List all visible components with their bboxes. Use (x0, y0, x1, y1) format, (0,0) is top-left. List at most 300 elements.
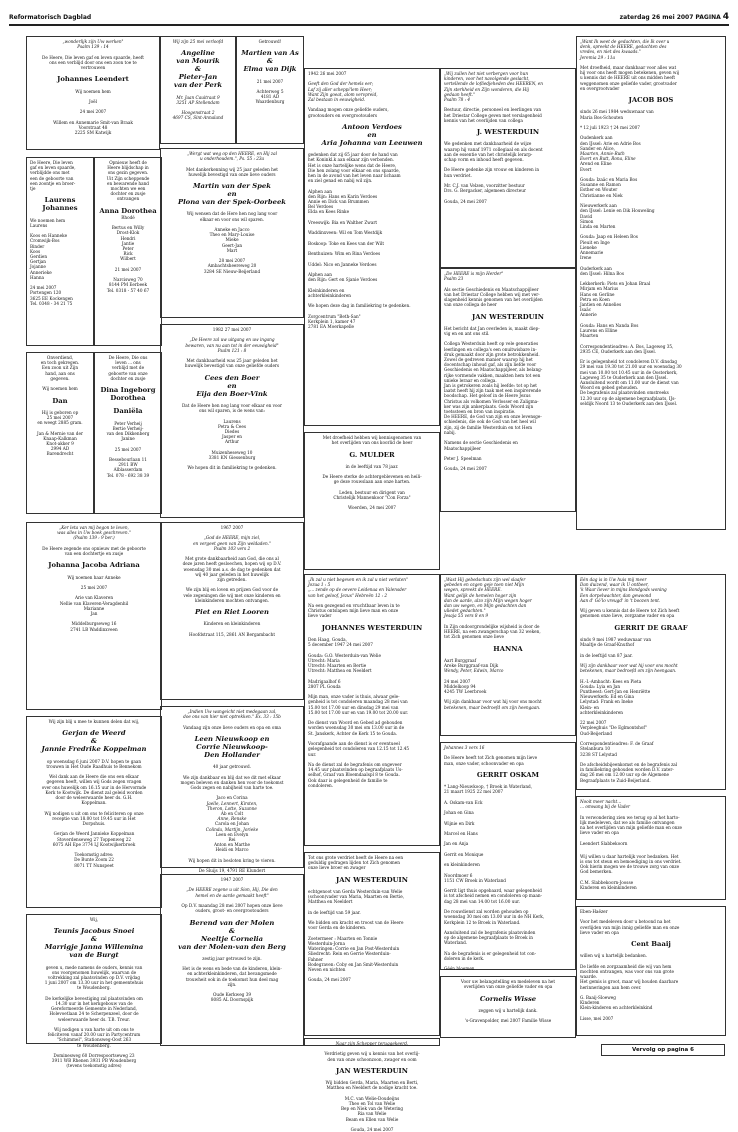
notice-line: Met droefheid, maar dankbaar voor alles wat (580, 65, 677, 71)
notice-line: woensdag 30 mei om 13.00 uur in de NH Kerk, (444, 914, 545, 920)
notice-line: Annie en Dick van Brummen (308, 199, 369, 205)
notice-johanna (26, 522, 162, 710)
notice-line: aan de essentie van het christelijk lerarp- (444, 151, 533, 157)
notice-line: Gouda: Jaap en Heleen Bos (580, 234, 638, 240)
notice-line: Maarten (580, 333, 599, 339)
notice-line: Gereformeerde Gemeente in Nederland, (51, 1006, 137, 1012)
notice-line: Utrecht: Maria (308, 657, 340, 663)
notice-line: Er is gelegenheid tot condoleren D.V. dinsdag (580, 359, 678, 365)
notice-line: Evert (580, 166, 592, 172)
notice-line: docentschap inhoud gaf, als zijn liefde voor (444, 362, 537, 368)
notice-line: 2935 CE, Ouderkerk aan den IJssel. (580, 348, 657, 354)
notice-line: 21 mei 2007 (256, 78, 284, 84)
notice-line: gegeven. (50, 375, 70, 381)
notice-line: De Sluijs 19, 4791 RE Klundert (198, 868, 266, 874)
notice-line: Kleinkinderen en (308, 287, 345, 293)
notice-line: 3238 ST Lelystad (580, 751, 617, 757)
notice-line: weleerwaarde heer ds. T.B. Treur. (58, 1016, 130, 1022)
notice-line: St. Janskerk, Achter de Kerk 15 te Gouda. (308, 730, 398, 736)
notice-line: Arend en Eline (580, 161, 612, 167)
notice-line: 25 mei 2007 (46, 415, 74, 421)
notice-line: geboorte van onze (108, 370, 148, 376)
notice-anna (94, 157, 162, 346)
notice-line: Johanna Jacoba Adriana (48, 561, 140, 570)
notice-line: Na de begrafenis is er gelegenheid tot con- (444, 950, 537, 956)
notice-line: en (227, 190, 237, 199)
notice-line: mochten ontvangen, was voor ons van grote (580, 969, 674, 975)
notice-line: Gouda: Izaäc en Maria Bos (580, 177, 638, 183)
notice-line: Geschiedenis en Maatschappijleer, als belang- (444, 367, 543, 373)
notice-line: Marcel en Hans (444, 831, 478, 837)
notice-line: GERRIT OSKAM (476, 771, 540, 780)
notice-wd4 (304, 852, 440, 1036)
notice-line: bewaren, van nu aan tot in der eeuwigheid" (185, 342, 279, 348)
notice-line: Na de dienst zal de begrafenis om ongeveer (308, 761, 402, 767)
notice-line: Koos (30, 248, 41, 254)
notice-line: den IJssel: Lenie en Dik Houweling (580, 208, 655, 214)
notice-line: sinds 9 mei 1987 weduwnaar van (580, 637, 652, 643)
notice-line: verblijdde ons met (30, 170, 70, 176)
notice-line: Jan (90, 611, 98, 617)
notice-line: Madrigaalhof 6 (308, 678, 341, 684)
notice-line: 'k Waar liever in mijns Bondgods woning (580, 587, 667, 593)
notice-line: Mirjam en Marius (580, 286, 619, 292)
notice-line: den van onze schoonzoon, zwager en oom (327, 1056, 417, 1062)
notice-spek (160, 148, 304, 318)
notice-line: Klein-kinderen en achterkleinkind (580, 1005, 653, 1011)
notice-line: Christus ontslapen mijn lieve man en onze (308, 608, 399, 614)
notice-line: Cees den Boer (204, 373, 260, 382)
notice-line: ons een verblijd door ons een zoon toe te (49, 59, 137, 65)
notice-line: Knot-akker 9 (46, 441, 74, 447)
notice-baan (576, 906, 726, 1036)
notice-line: Bestuur, directie, personeel en leerlingen van (444, 107, 542, 113)
notice-line: Wij bidden Gerda, Maria, Maarten en Berti, (325, 1080, 419, 1086)
notice-line: echtgenoot van Gerda Westerduin-van Welie (308, 889, 403, 895)
notice-line: Gertjan (30, 259, 46, 265)
notice-line: Cromwijk-Bos (30, 238, 60, 244)
notice-line: Nooit meer nacht... (580, 799, 622, 804)
notice-line: op de algemene begraafplaats te Broek in (444, 935, 534, 941)
notice-line: trouwen in Het Oude Raadhuis te Bennekom (46, 763, 142, 769)
notice-line: Aart Burggraaf (444, 657, 477, 663)
notice-line: Wij zijn 25 mei verloofd (172, 39, 224, 44)
notice-slabbekoorn (576, 796, 726, 900)
notice-line: 25 mei 2007 (114, 446, 142, 452)
notice-line: Wij willen u daar hartelijk voor bedanken. Het (580, 853, 679, 859)
notice-line: Stoverdenseweg 27 Toppenweg 22 (56, 836, 132, 842)
notice-line: Rhodé (121, 214, 135, 220)
notice-line: Wij hopen dit in besloten kring te vieren. (188, 857, 276, 863)
notice-line: Martin van der Spek (193, 182, 271, 191)
notice-line: hand, aan ons (45, 370, 75, 376)
notice-line: Neven en nichten (308, 967, 346, 973)
notice-line: Lageweg 35 te Ouderkerk aan den IJssel. (580, 374, 668, 380)
notice-line: en vergeet geen van Zijn weldaden." (193, 540, 271, 546)
notice-line: Nellie van Klaveren-Veragdenhil (59, 600, 129, 606)
notice-line: Laurens (223, 418, 241, 424)
notice-line: Tel. 0318 - 57 40 67 (106, 287, 150, 293)
notice-line: Achterweg 5 (256, 89, 284, 95)
notice-line: Wateringen: Corrie en Jan Post-Westerduin (308, 946, 400, 952)
notice-line: sinds 26 mei 1984 weduwnaar van (580, 109, 654, 115)
notice-line: den Rijn: Gert en Sjanie Verdoes (308, 277, 378, 283)
notice-line: Angeline (181, 49, 215, 58)
notice-line: Annerieke (30, 269, 52, 275)
notice-line: Het is de wens en bede van de kinderen, klein- (182, 966, 282, 972)
notice-line: Op D.V. maandag 28 mei 2007 hopen onze lieve (181, 903, 283, 909)
notice-line: Portengen 120 (30, 290, 62, 296)
notice-line: Ook hierin mogen we de trouwe zorg van onze (580, 864, 680, 870)
notice-line: Johannes Leendert (57, 75, 129, 84)
notice-line: Na een gezegend en vruchtbaar leven in te (308, 603, 400, 609)
notice-line: Gouda: Lyia en Jan (580, 683, 621, 689)
notice-nieuwkoop (160, 706, 304, 874)
notice-line: Wij, (89, 917, 99, 922)
notice-line: Jeremia 29 : 11a (580, 54, 616, 60)
notice-line: J. WESTERDUIN (476, 128, 540, 137)
notice-line: 3911 WB Rhenen 3931 PB Woudenberg (51, 1058, 137, 1064)
notice-line: We bidden om kracht en troost van de Heere (308, 920, 404, 926)
notice-line: in de leeftijd van 59 jaar. (308, 909, 361, 915)
notice-line: doleren in de kerk. (444, 955, 485, 961)
notice-line: Met dankerkenning wij 25 jaar geleden het (186, 166, 278, 172)
notice-line: Willem en Annemarie Smit-van Braak (53, 119, 133, 125)
notice-line: gedaan heeft." (444, 91, 476, 97)
notice-line: „Ik zal u niet begeven en ik zal u niet verlaten" (308, 577, 408, 582)
notice-line: Pieuit en Inge (580, 239, 610, 245)
notice-line: den IJssel: Arie en Adrie Bos (580, 140, 641, 146)
notice-line: A. Oskam-van Eck (444, 799, 483, 805)
notice-line: JAN WESTERDUIN (472, 312, 544, 321)
notice-line: Carola en Johan (215, 821, 249, 827)
notice-line: lieve vader en opa (580, 830, 619, 836)
notice-line (580, 846, 722, 854)
notice-line: Géén bloemen (444, 966, 475, 972)
notice-line: Wijnie en Dirk (444, 820, 475, 826)
notice-line: hun verdriet. (444, 172, 472, 178)
notice-line: „wonderlijk zijn Uw werken" (62, 39, 124, 44)
notice-line: een zoontje en broer- (30, 180, 76, 186)
notice-line: Psalm 121 : 8 (217, 347, 247, 353)
notice-line: mogen beleven en danken hen voor de toekomst (180, 779, 284, 785)
notice-line: Jasper en (222, 434, 242, 440)
notice-line: Hoofdstraat 115, 2861 AN Bergambacht (188, 631, 276, 637)
notice-wd1 (440, 68, 576, 268)
notice-line: Jaelle, Lennert, Kirsten, (206, 800, 258, 806)
notice-line: M.C. van Welie-Doudeijns (344, 1095, 400, 1101)
notice-line: Voor uw belangstelling en medeleven na het (460, 979, 556, 984)
notice-line: 24 mei 2007 (30, 285, 57, 291)
notice-line: Linda en Marten (580, 223, 616, 229)
notice-line: Met dankbaarheid was 25 jaar geleden het (186, 358, 278, 364)
notice-line: Johannes 3 vers 16 (444, 745, 485, 750)
notice-line: leerlingen en collega's een onuitwisbare in- (444, 346, 537, 352)
notice-line: Voorafgaande aan de dienst is er eventueel (308, 741, 400, 747)
notice-line: 14.45 uur plaatsvinden op begraafplaats Us- (308, 767, 403, 773)
notice-line: De HEERE, de God van zijn en onze levensge- (444, 414, 542, 420)
notice-wd3 (304, 574, 440, 846)
notice-line: Muizenheseweg 10 (211, 449, 253, 455)
notice-dan (26, 352, 94, 514)
notice-line: Ab en Colt (220, 811, 244, 817)
notice-line: „Wast Hij gebedschuts zijn wel slaafer (444, 577, 526, 582)
notice-line: zestig jaar getrouwd te zijn. (202, 955, 262, 961)
notice-line: G. Baaij-Sloeweg (580, 995, 616, 1001)
notice-line: Laf zij aller scheppi'lem Heer; (308, 86, 372, 92)
notice-line: Waddinxveen: Wil en Tom Westdijk (308, 230, 383, 236)
notice-line: Oude Kerkweg 39 (212, 992, 252, 998)
notice-line: Den Hollander (204, 751, 260, 760)
notice-line: Maatschappijleer (444, 445, 481, 451)
notice-line: Jojanne (30, 264, 46, 270)
notice-line: Psalm 78 : 4 (444, 97, 471, 103)
notice-line: over ons huwelijk om 16.15 uur in de Hervormde (41, 784, 147, 790)
notice-line: Susanne en Ramon (580, 182, 621, 188)
notice-line: Johan en Gina (444, 810, 474, 816)
notice-line: Alphen aan (308, 188, 332, 194)
notice-line: Binder (30, 243, 45, 249)
notice-line: Kinderen en kleinkinderen (203, 621, 261, 627)
notice-line: ouders, groot- en overgrootouders (195, 908, 269, 914)
notice-line: Narcisweg 70 (113, 277, 143, 283)
notice-mulder (304, 432, 440, 570)
notice-line: "Schimmel", Stationsweg-Oost 263 (56, 1037, 132, 1043)
notice-oskam (440, 742, 576, 970)
notice-line: 1982 27 mei 2007 (212, 327, 252, 332)
notice-line: Theron, Lotte, Suzanne (207, 805, 257, 811)
continue-box (601, 1044, 725, 1056)
notice-line: Aria Johanna van Leeuwen (321, 139, 423, 148)
notice-line: Puntheest: Gert-Jan en Henriëtte (580, 689, 651, 695)
notice-line: vertellende de lofliedjeheden des HEEREN, en (444, 81, 543, 87)
notice-line: zeggen wij u hartelijk dank. (478, 1007, 538, 1013)
notice-line: De Heere sterke de achtergeblevenen en heili- (322, 474, 422, 480)
notice-line: Als sectie Geschiedenis en Maatschappijleer (444, 286, 539, 292)
notice-daniela (94, 352, 162, 514)
notice-wd2 (440, 268, 576, 512)
notice-line: Oudenkerk aan (580, 135, 613, 141)
notice-line: 2225 SM Katwijk (74, 130, 112, 136)
notice-line: In Zijn ondoorgrondelijke wijsheid is door de (444, 623, 540, 629)
notice-line: 4245 TW Leerbroek (444, 689, 487, 695)
notice-line: 2994 AD (50, 446, 70, 452)
notice-line: wij 40 jaar geleden in het huwelijk (195, 571, 269, 577)
notice-line: van den Dikkenberg (106, 431, 150, 437)
notice-line: mochten we een (110, 186, 146, 192)
notice-line: De rouwdienst zal worden gehouden op (444, 909, 529, 915)
notice-line: slagenheid kennis genomen van het overlijden (444, 297, 543, 303)
notice-line: kennis van het overlijden van collega (444, 117, 523, 123)
notice-laurens (26, 157, 94, 346)
notice-line: Annerie (580, 312, 597, 318)
notice-line: van het Driestar College hebben wij met ver- (444, 291, 540, 297)
notice-line: Diedes (224, 429, 240, 435)
notice-line: grootouders en overgrootouders (308, 112, 378, 118)
notice-line: & (266, 57, 274, 66)
notice-line: Maarten, Annie-Ruth (580, 151, 625, 157)
notice-line: Mr. Jaan Cauitraat 9 (176, 94, 220, 100)
notice-line: 's-Gravenpolder, mei 2007 Familie Wisse (464, 1018, 552, 1024)
notice-line: De Heere zegende ons opnieuw met de geboorte (42, 545, 146, 551)
notice-line: Fahner (308, 956, 323, 962)
notice-line: Anneke en Jacco (214, 227, 250, 233)
notice-line: een de geboorte van (30, 175, 74, 181)
notice-line: Psalm 103 vers 2 (213, 545, 251, 551)
notice-line: van onze collega de heer (444, 302, 497, 308)
notice-line: willen wij u hartelijk bedanken. (580, 953, 647, 959)
notice-line: van Mourik (176, 57, 220, 66)
notice-line: Nieuwerkerk aan (580, 203, 617, 209)
notice-line: Geeft den God der hemels eer; (308, 81, 374, 87)
notice-line: 3625 EE Kockengen (30, 295, 73, 301)
notice-line: het Driestar College geven met verslagenheid (444, 112, 542, 118)
notice-line: Gouda, 24 mei 2007 (350, 1127, 394, 1132)
notice-line: het Koninkl.k aan elkaar zijn verbonden. (308, 157, 395, 163)
notice-line: Oud-Beijerland (580, 730, 613, 736)
notice-line: hemel en de aarde gemaakt heeft" (195, 892, 269, 898)
header-rule (9, 24, 729, 26)
notice-line: Leendert Slabbekoorn (580, 840, 628, 846)
notice-line: en kleinkinderen (444, 862, 480, 868)
notice-line: na het overlijden van mijn geliefde man en onze (580, 825, 683, 831)
notice-line: trouwheit ook in de toekomst hun deel mag (185, 976, 279, 982)
notice-line: Arthur (224, 439, 240, 445)
notice-line: genheid is tot condoleren maandag 28 mei van (308, 699, 408, 705)
notice-line: We gedenken met dankbaarheid de wijze (444, 141, 532, 147)
notice-line: Utrecht: Maarten en Bertie (308, 663, 367, 669)
notice-line: Lisse, mei 2007 (580, 1015, 614, 1021)
notice-line: schiedenis, die ook de God van het heel wil (444, 419, 536, 425)
continue-text: Vervolg op pagina 6 (632, 1047, 694, 1053)
notice-line: HANNA (493, 644, 523, 653)
notice-line: overlijden van mijn innig geliefde man en onze (580, 924, 680, 930)
notice-line: en achterkleinkinderen, dat bevangsmede (187, 971, 277, 977)
notice-line: den IJssel: Hilna Bos (580, 270, 624, 276)
notice-line: Piet en Riet Looren (195, 608, 269, 617)
notice-line: Wendy, Peter, Edwin, Marco (444, 668, 504, 674)
notice-line: Arie van Klaveren (74, 595, 114, 601)
notice-line: G. MULDER (349, 450, 395, 459)
notice-bos (576, 36, 726, 530)
notice-line: Alphen aan (308, 271, 332, 277)
notice-line: Utrecht: Matthea en Neeldert (308, 668, 372, 674)
notice-line: Het bericht dat Jan overleden is, maakt diep- (444, 325, 540, 331)
notice-line: Peter (122, 246, 134, 252)
notice-line: van der Molen-van den Berg (178, 942, 286, 951)
notice-line: Dominesweg 60 Dorrespoortseweg 23 (53, 1053, 135, 1059)
notice-line: & (90, 935, 98, 944)
notice-line: Kerkplein 12 te Broek in Waterland. (444, 919, 521, 925)
notice-line: selhof, Graaf van Bloemdaalspl 8 te Gouda. (308, 772, 400, 778)
notice-line: man, onze vader, schoonvader en opa (444, 760, 524, 766)
notice-line: Nieuwerkerk: Ed en Gina (580, 694, 634, 700)
notice-line: Joël (88, 99, 98, 105)
notice-line: (Psalm 139 : 9 ber.) (73, 535, 115, 541)
notice-line: De afscheidsbijeenkomst en de begrafenis zal (580, 761, 678, 767)
notice-line: „De HEERE is mijn Herder" (444, 271, 504, 276)
notice-line: Dorothea (110, 394, 146, 403)
notice-line: 1942 26 mei 2007 (308, 71, 347, 76)
notice-line: JOHANNES WESTERDUIN (321, 623, 423, 632)
notice-line: uliedet gedachten." (444, 608, 486, 614)
notice-line: Het is onze hartelijke wens dat de Heere, (308, 162, 397, 168)
notice-line: Leen Nieuwkoop en (194, 735, 270, 744)
notice-line: Met grote dankbaarheid aan God, die ons al (185, 556, 279, 562)
notice-line: We noemen hem (30, 217, 66, 223)
notice-line: JACOB BOS (628, 96, 674, 105)
notice-line: Knaap-Kalkman (43, 435, 77, 441)
page-label: PAGINA (695, 14, 721, 21)
notice-line: De Heere, Die leven (30, 160, 73, 165)
notice-line: het overlijden van ons koorlid de heer (331, 440, 413, 446)
notice-line: Zowel de gedreven manier waarop hij het (444, 357, 533, 363)
notice-line: Boskoop: Toke en Kees van der Wilt (308, 240, 385, 246)
notice-line: te Woudenberg. (77, 1042, 111, 1048)
notice-rietlooren (160, 522, 304, 700)
notice-line: 21 mei 2007 (114, 266, 142, 272)
notice-line: toetssteen en bron van inspiratie. (444, 409, 516, 415)
notice-line: in familiekring gehouden worden D.V. zater- (580, 767, 674, 773)
notice-line: Een zoon uit Zijn (41, 365, 79, 371)
notice-line: woensdag 30 mei a.s. de dag te gedenken dat (183, 566, 281, 572)
notice-line: schap vorm en inhoud heeft gegeven. (444, 157, 524, 163)
notice-line: en toch gekregen. (40, 360, 80, 366)
notice-line: Bertie Verheij- (112, 425, 144, 431)
notice-line: ge deze rouwslaan aan onze harten. (333, 479, 411, 485)
notice-line: (tevens toekomstig adres) (66, 1063, 122, 1069)
notice-line: wegen, spreekt de HEERE. (444, 587, 502, 593)
notice-line: betekenen, maar bedroefd om zijn heengaan. (444, 704, 541, 710)
notice-line: onze lieve broer en zwager (308, 865, 366, 871)
notice-line: Dan duizend, waar ik U ontbeer, (580, 582, 649, 588)
notice-line: Middelburgseweg 16 (71, 621, 117, 627)
notice-line: Eija den Boer-Vink (196, 389, 268, 398)
notice-line: Gouda, 24 mei 2007 (444, 198, 487, 204)
notice-berend (160, 874, 304, 1046)
notice-line: Areke Burggraaf-van Dijk (444, 663, 499, 669)
notice-line: Aan d' Góʼlo vreugd' in 't boozen tent. (580, 597, 661, 603)
notice-line: Berend van der Molen (189, 918, 275, 927)
notice-line: Janine (121, 436, 135, 442)
notice-line: In verwondering zien we terug op al het harto- (580, 814, 680, 820)
notice-line: Vandaag mogen onze geliefde ouders, (308, 107, 389, 113)
notice-line: De Heere gedenke zijn vrouw en kinderen in (444, 167, 540, 173)
notice-line: 1947 2007 (220, 877, 244, 882)
notice-line: * 12 juli 1923 † 24 mei 2007 (580, 125, 640, 131)
notice-line: Cornelis Wisse (479, 994, 537, 1003)
notice-line: 1967 2007 (220, 525, 244, 530)
notice-line: Sliedrecht: Rein en Gerrie Westerduin- (308, 951, 391, 957)
notice-line: Plona van der Spek-Oorbeek (177, 198, 286, 207)
notice-line: ons gezin gegeven. (107, 170, 149, 176)
notice-line: Lelystad: Frank en Ineke (580, 699, 634, 705)
notice-line: Leen en Evelyn (215, 831, 249, 837)
notice-line: (schoon)vader van Maria, Maarten en Bertie, (308, 894, 405, 900)
notice-line: We zijn blij en loven en prijzen God voor de (185, 587, 279, 593)
notice-line: Mr. C.J. van Velzen, voorzitter bestuur (444, 183, 525, 189)
notice-line: van de Burgt (69, 951, 119, 960)
notice-line: „Wij zullen het niet verbergen voor hun (444, 71, 529, 76)
notice-line: Met droefheid hebben wij kennisgenomen van (322, 435, 422, 440)
notice-line: Lekkerkerk: Piets en Johan Braal (580, 281, 651, 287)
notice-line: druk gemaakt door zijn grote betrokkenheid. (444, 351, 540, 357)
notice-line: 4181 AD (260, 94, 280, 100)
notice-line: ... omwang bij de Vader (580, 804, 631, 810)
notice-line: 3251 AP Stellendam (176, 99, 220, 105)
notice-line: den Rijn: Hans en Karin Verdoes (308, 193, 378, 199)
notice-line: De dienst van Woord en Gebed ad gebouden (308, 720, 403, 726)
